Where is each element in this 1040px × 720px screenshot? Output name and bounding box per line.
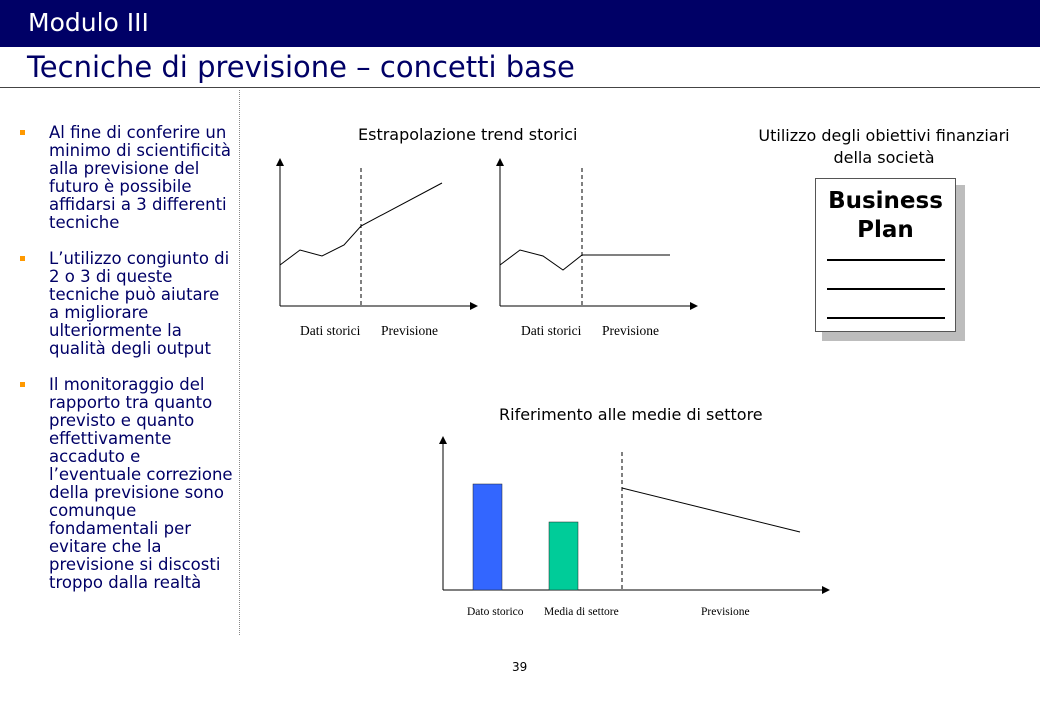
- business-plan-title-line1: Business: [828, 188, 943, 214]
- page-title: Tecniche di previsione – concetti base: [27, 50, 575, 84]
- bullet-text: Il monitoraggio del rapporto tra quanto previsto e quanto effettivamente accaduto e l’eventuale correzione della previsione sono comunque fondamentali per evitare che la previsione si discosti troppo dalla realtà: [49, 375, 233, 592]
- forecast-line: [622, 488, 800, 532]
- chart2-label-prev: Previsione: [602, 323, 659, 338]
- sector-chart: [443, 440, 826, 590]
- doc-line: [827, 288, 945, 290]
- trend-line: [500, 250, 670, 270]
- module-label: Modulo III: [28, 8, 149, 37]
- page-number: 39: [512, 660, 528, 674]
- business-plan-title-line2: Plan: [857, 217, 914, 243]
- sector-label-prev: Previsione: [701, 606, 750, 618]
- business-plan-doc-icon: [815, 178, 956, 332]
- bar-media-settore: [549, 522, 578, 590]
- bar-dato-storico: [473, 484, 502, 590]
- sector-label-storico: Dato storico: [467, 606, 524, 618]
- chart1-label-hist: Dati storici: [300, 323, 361, 338]
- doc-line: [827, 317, 945, 319]
- sector-section-title: Riferimento alle medie di settore: [499, 405, 763, 424]
- trend-chart-2: [500, 162, 694, 306]
- trend-chart-1: [280, 162, 474, 306]
- trend-section-title: Estrapolazione trend storici: [358, 125, 578, 144]
- sector-label-media: Media di settore: [544, 606, 619, 618]
- business-plan-caption-line2: della società: [833, 148, 935, 167]
- bullet-text: L’utilizzo congiunto di 2 o 3 di queste tecniche può aiutare a migliorare ulteriormente la qualità degli output: [49, 249, 230, 358]
- doc-line: [827, 259, 945, 261]
- bullet-text: Al fine di conferire un minimo di scientificità alla previsione del futuro è possibile affidarsi a 3 differenti tecniche: [49, 123, 231, 232]
- chart2-label-hist: Dati storici: [521, 323, 582, 338]
- chart1-label-prev: Previsione: [381, 323, 438, 338]
- business-plan-caption-line1: Utilizzo degli obiettivi finanziari: [758, 126, 1010, 145]
